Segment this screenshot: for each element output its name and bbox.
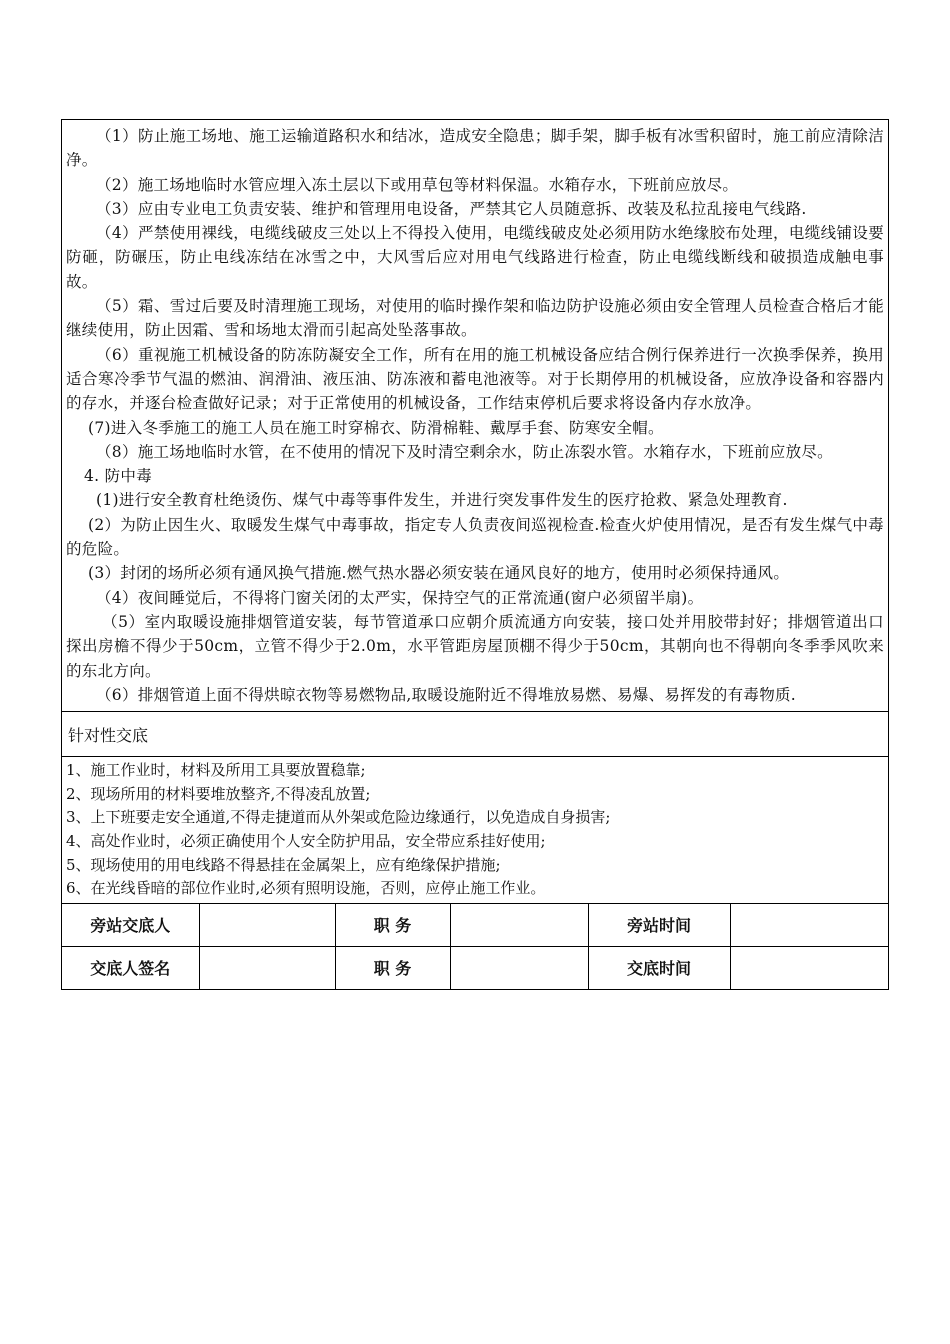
disclosure-form [61,119,889,990]
targeted-label-text: 针对性交底 [68,725,149,745]
onsite-discloser-field[interactable] [199,904,335,947]
discloser-signature-label: 交底人签名 [62,946,199,989]
measure-paragraph: （5）霜、雪过后要及时清理施工现场，对使用的临时操作架和临边防护设施必须由安全管理人员检查合格后才能继续使用，防止因霜、雪和场地太滑而引起高处坠落事故。 [66,297,884,340]
discloser-signature-field[interactable] [199,946,335,989]
signature-row-onsite [62,904,888,947]
onsite-time-label: 旁站时间 [588,904,730,947]
measure-paragraph: （4）夜间睡觉后，不得将门窗关闭的太严实，保持空气的正常流通(窗户必须留半扇)。 [96,588,704,607]
position-field[interactable] [450,946,588,989]
position-field[interactable] [450,904,588,947]
signature-table [62,904,888,989]
measure-paragraph: (7)进入冬季施工的施工人员在施工时穿棉衣、防滑棉鞋、戴厚手套、防寒安全帽。 [88,418,664,437]
measure-paragraph: (2）为防止因生火、取暖发生煤气中毒事故，指定专人负责夜间巡视检查.检查火炉使用情况，是否有发生煤气中毒的危险。 [66,515,884,559]
measure-paragraph: （8）施工场地临时水管，在不使用的情况下及时清空剩余水，防止冻裂水管。水箱存水，下班前应放尽。 [96,442,833,461]
targeted-item: 3、上下班要走安全通道,不得走捷道而从外架或危险边缘通行，以免造成自身损害; [66,808,611,827]
disclosure-time-field[interactable] [730,946,888,989]
measure-paragraph: （5）室内取暖设施排烟管道安装，每节管道承口应朝介质流通方向安装，接口处并用胶带封好；排烟管道出口探出房檐不得少于50cm，立管不得少于2.0m，水平管距房屋顶棚不得少于50cm，其朝向也不得朝向冬季季风吹来的东北方向。 [66,612,884,680]
measure-paragraph: （6）排烟管道上面不得烘晾衣物等易燃物品,取暖设施附近不得堆放易燃、易爆、易挥发的有毒物质. [96,685,797,704]
position-label: 职 务 [335,946,450,989]
targeted-item: 4、高处作业时，必须正确使用个人安全防护用品，安全带应系挂好使用; [66,831,546,850]
targeted-item: 2、现场所用的材料要堆放整齐,不得凌乱放置; [66,784,371,803]
measure-paragraph: （6）重视施工机械设备的防冻防凝安全工作，所有在用的施工机械设备应结合例行保养进行一次换季保养，换用适合寒冷季节气温的燃油、润滑油、液压油、防冻液和蓄电池液等。对于长期停用的机械设备，应放净设备和容器内的存水，并逐台检查做好记录；对于正常使用的机械设备，工作结束停机后要求将设备内存水放净。 [66,345,884,413]
onsite-discloser-label: 旁站交底人 [62,904,199,947]
targeted-item: 1、施工作业时，材料及所用工具要放置稳靠; [66,761,366,780]
measure-paragraph: （3）应由专业电工负责安装、维护和管理用电设备，严禁其它人员随意拆、改装及私拉乱接电气线路. [96,199,807,218]
safety-measures-section [62,120,888,712]
targeted-disclosure-list [62,757,888,904]
measure-paragraph: （1）防止施工场地、施工运输道路积水和结冰，造成安全隐患；脚手架，脚手板有冰雪积留时，施工前应清除洁净。 [66,127,884,170]
signature-row-discloser [62,946,888,989]
measure-paragraph: 4. 防中毒 [84,467,153,486]
measure-paragraph: (1)进行安全教育杜绝烫伤、煤气中毒等事件发生，并进行突发事件发生的医疗抢救、紧急处理教育. [96,491,788,510]
disclosure-time-label: 交底时间 [588,946,730,989]
onsite-time-field[interactable] [730,904,888,947]
measure-paragraph: （2）施工场地临时水管应埋入冻土层以下或用草包等材料保温。水箱存水，下班前应放尽。 [96,175,739,194]
targeted-item: 6、在光线昏暗的部位作业时,必须有照明设施，否则，应停止施工作业。 [66,879,546,898]
position-label: 职 务 [335,904,450,947]
targeted-item: 5、现场使用的用电线路不得悬挂在金属架上，应有绝缘保护措施; [66,855,501,874]
targeted-disclosure-label [62,712,888,757]
measure-paragraph: （4）严禁使用裸线，电缆线破皮三处以上不得投入使用，电缆线破皮处必须用防水绝缘胶布处理，电缆线铺设要防砸，防碾压，防止电线冻结在冰雪之中，大风雪后应对用电气线路进行检查，防止电缆线断线和破损造成触电事故。 [66,224,884,291]
measure-paragraph: (3）封闭的场所必须有通风换气措施.燃气热水器必须安装在通风良好的地方，使用时必须保持通风。 [88,564,790,583]
